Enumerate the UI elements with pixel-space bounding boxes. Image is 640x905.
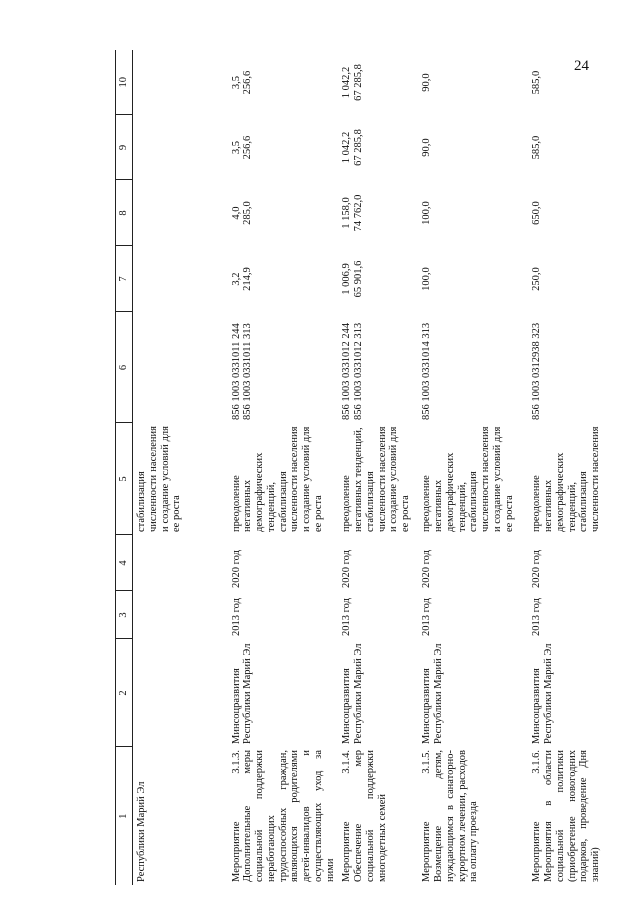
value: 100,0 xyxy=(421,267,433,291)
value-cell xyxy=(418,50,528,115)
value: 100,0 xyxy=(421,201,433,225)
start-year: 2013 год xyxy=(421,598,433,636)
value: 256,6 xyxy=(242,135,254,160)
col-header-3: 3 xyxy=(116,591,133,639)
end-year: 2020 год xyxy=(421,550,433,588)
value-cell xyxy=(528,50,628,115)
start-year: 2013 год xyxy=(230,598,242,636)
column-number-header xyxy=(116,50,133,885)
responsible-executor: Минсоцразвития Республики Марий Эл xyxy=(421,643,444,744)
budget-code: 856 1003 0331014 313 xyxy=(421,322,433,420)
expected-result: преодоление негативных демографических тенденций, стабилизация численности населения xyxy=(531,426,601,532)
measure-name: Мероприятие 3.1.6. Мероприятия в области социальной политики (приобретение новогодних подарков, проведение Дня знаний) xyxy=(531,750,601,882)
value-cell xyxy=(228,50,339,115)
responsible-executor: Минсоцразвития Республики Марий Эл xyxy=(341,643,364,744)
col-header-10: 10 xyxy=(116,50,133,115)
measure-name: Мероприятие 3.1.3. Дополнительные меры социальной поддержки неработающих трудоспособных граждан, являющихся родителями детей-инвалидов и осуществляющих уход за ними xyxy=(230,750,336,882)
value-cell xyxy=(418,246,528,312)
value: 4,0 xyxy=(230,206,242,220)
measure-name: Мероприятие 3.1.5. Возмещение детям, нуждающимся в санаторно-курортном лечении, расходов на оплату проезда xyxy=(421,750,480,882)
measure-name: Мероприятие 3.1.4. Обеспечение мер социальной поддержки многодетных семей xyxy=(341,750,388,882)
responsible-executor: Минсоцразвития Республики Марий Эл xyxy=(230,643,254,744)
end-year: 2020 год xyxy=(341,550,353,588)
value: 67 285,8 xyxy=(353,64,364,101)
start-year: 2013 год xyxy=(341,598,353,636)
value: 74 762,0 xyxy=(353,194,364,232)
program-table xyxy=(115,50,628,885)
value: 3,5 xyxy=(230,140,242,155)
value: 285,0 xyxy=(242,201,254,225)
value-cell xyxy=(418,115,528,180)
responsible-executor: Минсоцразвития Республики Марий Эл xyxy=(531,643,554,744)
table-row xyxy=(228,50,339,885)
continuation-col5: стабилизация численности населения и создание условий для ее роста xyxy=(136,426,183,532)
col-header-4: 4 xyxy=(116,535,133,591)
value: 65 901,6 xyxy=(353,260,364,298)
table-row xyxy=(418,50,528,885)
value: 650,0 xyxy=(531,201,543,225)
col-header-6: 6 xyxy=(116,312,133,423)
budget-code-cell xyxy=(528,312,628,423)
col-header-1: 1 xyxy=(116,747,133,885)
continuation-col1: Республики Марий Эл xyxy=(136,781,147,882)
value: 1 158,0 xyxy=(341,197,353,229)
col-header-5: 5 xyxy=(116,423,133,535)
expected-result: преодоление негативных демографических тенденций, стабилизация численности населения и создание условий для ее роста xyxy=(421,426,515,532)
continuation-row xyxy=(133,50,228,885)
value-cell xyxy=(338,180,418,246)
budget-code: 856 1003 0312938 323 xyxy=(531,322,543,420)
budget-code: 856 1003 0331011 244 xyxy=(230,323,242,420)
value: 585,0 xyxy=(531,70,543,95)
budget-code-cell xyxy=(418,312,528,423)
budget-code: 856 1003 0331012 313 xyxy=(353,322,364,420)
col-header-7: 7 xyxy=(116,246,133,312)
value: 90,0 xyxy=(421,138,433,157)
col-header-9: 9 xyxy=(116,115,133,180)
value: 250,0 xyxy=(531,267,543,291)
start-year: 2013 год xyxy=(531,598,543,636)
expected-result: преодоление негативных тенденций, стабилизация численности населения и создание условий для ее роста xyxy=(341,426,411,532)
value-cell xyxy=(528,115,628,180)
value: 214,9 xyxy=(242,267,254,291)
value: 90,0 xyxy=(421,73,433,92)
value: 585,0 xyxy=(531,135,543,160)
page-number: 24 xyxy=(574,58,589,74)
value: 1 006,9 xyxy=(341,263,353,295)
value-cell xyxy=(338,246,418,312)
value-cell xyxy=(418,180,528,246)
value-cell xyxy=(228,115,339,180)
budget-code-cell xyxy=(338,312,418,423)
value-cell xyxy=(228,180,339,246)
value-cell xyxy=(228,246,339,312)
value: 67 285,8 xyxy=(353,129,364,166)
budget-code: 856 1003 0331011 313 xyxy=(242,323,254,420)
col-header-8: 8 xyxy=(116,180,133,246)
value: 256,6 xyxy=(242,70,254,95)
budget-code: 856 1003 0331012 244 xyxy=(341,322,353,420)
table-row xyxy=(528,50,628,885)
value-cell xyxy=(528,246,628,312)
end-year: 2020 год xyxy=(531,550,543,588)
end-year: 2020 год xyxy=(230,550,242,588)
expected-result: преодоление негативных демографических тенденций, стабилизация численности населения и создание условий для ее роста xyxy=(230,426,324,532)
value: 3,5 xyxy=(230,75,242,90)
value: 1 042,2 xyxy=(341,131,353,164)
budget-code-cell xyxy=(228,312,339,423)
value-cell xyxy=(528,180,628,246)
value-cell xyxy=(338,50,418,115)
value: 1 042,2 xyxy=(341,66,353,99)
value: 3,2 xyxy=(230,272,242,286)
col-header-2: 2 xyxy=(116,639,133,747)
table-row xyxy=(338,50,418,885)
value-cell xyxy=(338,115,418,180)
